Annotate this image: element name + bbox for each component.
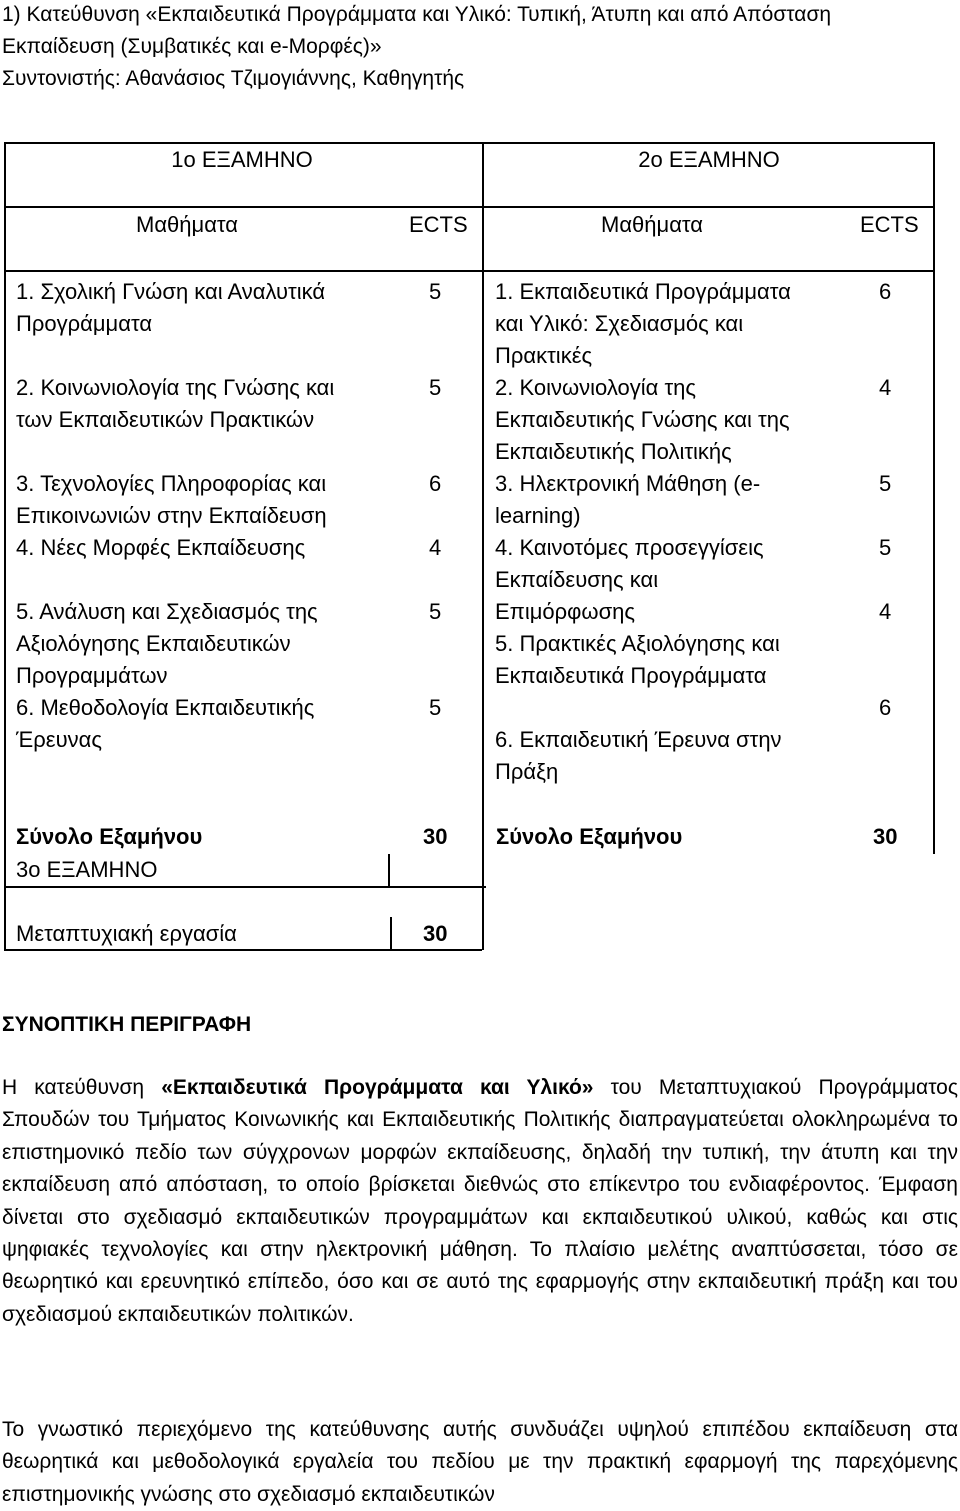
total-label-2: Σύνολο Εξαμήνου bbox=[496, 824, 683, 849]
sem2-ects-6: 6 bbox=[879, 695, 892, 720]
summary-p1-program: «Εκπαιδευτικά Προγράμματα και Υλικό» bbox=[161, 1076, 594, 1099]
summary-paragraph-1 bbox=[2, 1072, 958, 1331]
sem2-ects-3: 5 bbox=[879, 471, 892, 496]
sem2-course-5-line-2: Εκπαιδευτικά Προγράμματα bbox=[495, 663, 767, 688]
sem2-course-4-line-1: 4. Καινοτόμες προσεγγίσεις bbox=[495, 535, 764, 560]
summary-p1-intro: Η κατεύθυνση bbox=[2, 1076, 162, 1099]
sem1-course-5-line-3: Προγραμμάτων bbox=[16, 663, 168, 688]
summary-paragraph-2-container bbox=[0, 1410, 960, 1506]
thesis-label: Μεταπτυχιακή εργασία bbox=[16, 921, 237, 946]
column-ects-2: ECTS bbox=[860, 212, 919, 237]
sem1-course-1-line-1: 1. Σχολική Γνώση και Αναλυτικά bbox=[16, 279, 326, 304]
sem2-course-1-line-3: Πρακτικές bbox=[495, 343, 593, 368]
sem1-ects-5: 5 bbox=[429, 599, 442, 624]
sem1-course-6-line-1: 6. Μεθοδολογία Εκπαιδευτικής bbox=[16, 695, 315, 720]
sem1-ects-6: 5 bbox=[429, 695, 442, 720]
sem2-course-2-line-1: 2. Κοινωνιολογία της bbox=[495, 375, 697, 400]
thesis-ects: 30 bbox=[423, 921, 448, 946]
summary-paragraph-2: Το γνωστικό περιεχόμενο της κατεύθυνσης αυτής συνδυάζει υψηλού επιπέδου εκπαίδευση στα θεωρητικά και μεθοδολογικά εργαλεία του πεδίου με την πρακτική εφαρμογή της παρεχόμενης επιστημονικής γνώσης στο σχεδιασμό εκπαιδευτικών bbox=[2, 1418, 958, 1506]
sem1-ects-1: 5 bbox=[429, 279, 442, 304]
sem2-course-2-line-2: Εκπαιδευτικής Γνώσης και της bbox=[495, 407, 790, 432]
sem2-ects-4: 5 bbox=[879, 535, 892, 560]
sem1-course-4-line-1: 4. Νέες Μορφές Εκπαίδευσης bbox=[16, 535, 306, 560]
summary-title: ΣΥΝΟΠΤΙΚΗ ΠΕΡΙΓΡΑΦΗ bbox=[2, 1013, 252, 1036]
heading-line-2: Εκπαίδευση (Συμβατικές και e-Μορφές)» bbox=[2, 35, 382, 58]
column-courses-1: Μαθήματα bbox=[136, 212, 239, 237]
sem2-course-4-line-3: Επιμόρφωσης bbox=[495, 599, 636, 624]
total-label-1: Σύνολο Εξαμήνου bbox=[16, 824, 203, 849]
column-courses-2: Μαθήματα bbox=[601, 212, 704, 237]
column-ects-1: ECTS bbox=[409, 212, 468, 237]
semester-3-header: 3ο ΕΞΑΜΗΝΟ bbox=[16, 857, 158, 882]
sem1-ects-4: 4 bbox=[429, 535, 442, 560]
sem1-course-5-line-2: Αξιολόγησης Εκπαιδευτικών bbox=[16, 631, 291, 656]
sem2-course-4-line-2: Εκπαίδευσης και bbox=[495, 567, 659, 592]
total-value-1: 30 bbox=[423, 824, 448, 849]
sem1-course-3-line-1: 3. Τεχνολογίες Πληροφορίας και bbox=[16, 471, 327, 496]
sem1-course-1-line-2: Προγράμματα bbox=[16, 311, 153, 336]
sem2-course-6-line-1: 6. Εκπαιδευτική Έρευνα στην bbox=[495, 727, 782, 752]
sem2-course-5-line-1: 5. Πρακτικές Αξιολόγησης και bbox=[495, 631, 780, 656]
sem2-course-3-line-1: 3. Ηλεκτρονική Μάθηση (e- bbox=[495, 471, 761, 496]
sem2-course-1-line-2: και Υλικό: Σχεδιασμός και bbox=[495, 311, 744, 336]
sem1-course-2-line-2: των Εκπαιδευτικών Πρακτικών bbox=[16, 407, 315, 432]
sem2-ects-5: 4 bbox=[879, 599, 892, 624]
semester-1-header: 1ο ΕΞΑΜΗΝΟ bbox=[171, 147, 313, 172]
sem1-ects-3: 6 bbox=[429, 471, 442, 496]
sem1-course-6-line-2: Έρευνας bbox=[16, 727, 102, 752]
sem2-course-1-line-1: 1. Εκπαιδευτικά Προγράμματα bbox=[495, 279, 791, 304]
total-value-2: 30 bbox=[873, 824, 898, 849]
sem2-course-3-line-2: learning) bbox=[495, 503, 581, 528]
semester-2-header: 2ο ΕΞΑΜΗΝΟ bbox=[638, 147, 780, 172]
heading-line-3: Συντονιστής: Αθανάσιος Τζιμογιάννης, Καθηγητής bbox=[2, 67, 465, 90]
sem1-course-2-line-1: 2. Κοινωνιολογία της Γνώσης και bbox=[16, 375, 335, 400]
heading-line-1: 1) Κατεύθυνση «Εκπαιδευτικά Προγράμματα και Υλικό: Τυπική, Άτυπη και από Απόσταση bbox=[2, 3, 832, 26]
sem1-course-3-line-2: Επικοινωνιών στην Εκπαίδευση bbox=[16, 503, 327, 528]
sem2-ects-1: 6 bbox=[879, 279, 892, 304]
sem1-ects-2: 5 bbox=[429, 375, 442, 400]
summary-p1-text: του Μεταπτυχιακού Προγράμματος Σπουδών του Τμήματος Κοινωνικής και Εκπαιδευτικής Πολιτικής διαπραγματεύεται ολοκληρωμένα το επιστημονικό πεδίο των σύγχρονων μορφών εκπαίδευσης, δηλαδή την τυπική, την άτυπη και την εκπαίδευση από απόσταση, το οποίο βρίσκεται διεθνώς στο επίκεντρο του ενδιαφέροντος. Έμφαση δίνεται στο σχεδιασμό εκπαιδευτικών προγραμμάτων και εκπαιδευτικού υλικού, καθώς και στις ψηφιακές τεχνολογίες και στην ηλεκτρονική μάθηση. Το πλαίσιο μελέτης αναπτύσσεται, τόσο σε θεωρητικό και ερευνητικό επίπεδο, όσο και σε αυτό της εφαρμογής στην εκπαιδευτική πράξη και του σχεδιασμού εκπαιδευτικών πολιτικών. bbox=[2, 1076, 958, 1326]
sem2-ects-2: 4 bbox=[879, 375, 892, 400]
sem2-course-6-line-2: Πράξη bbox=[495, 759, 559, 784]
sem1-course-5-line-1: 5. Ανάλυση και Σχεδιασμός της bbox=[16, 599, 318, 624]
sem2-course-2-line-3: Εκπαιδευτικής Πολιτικής bbox=[495, 439, 732, 464]
